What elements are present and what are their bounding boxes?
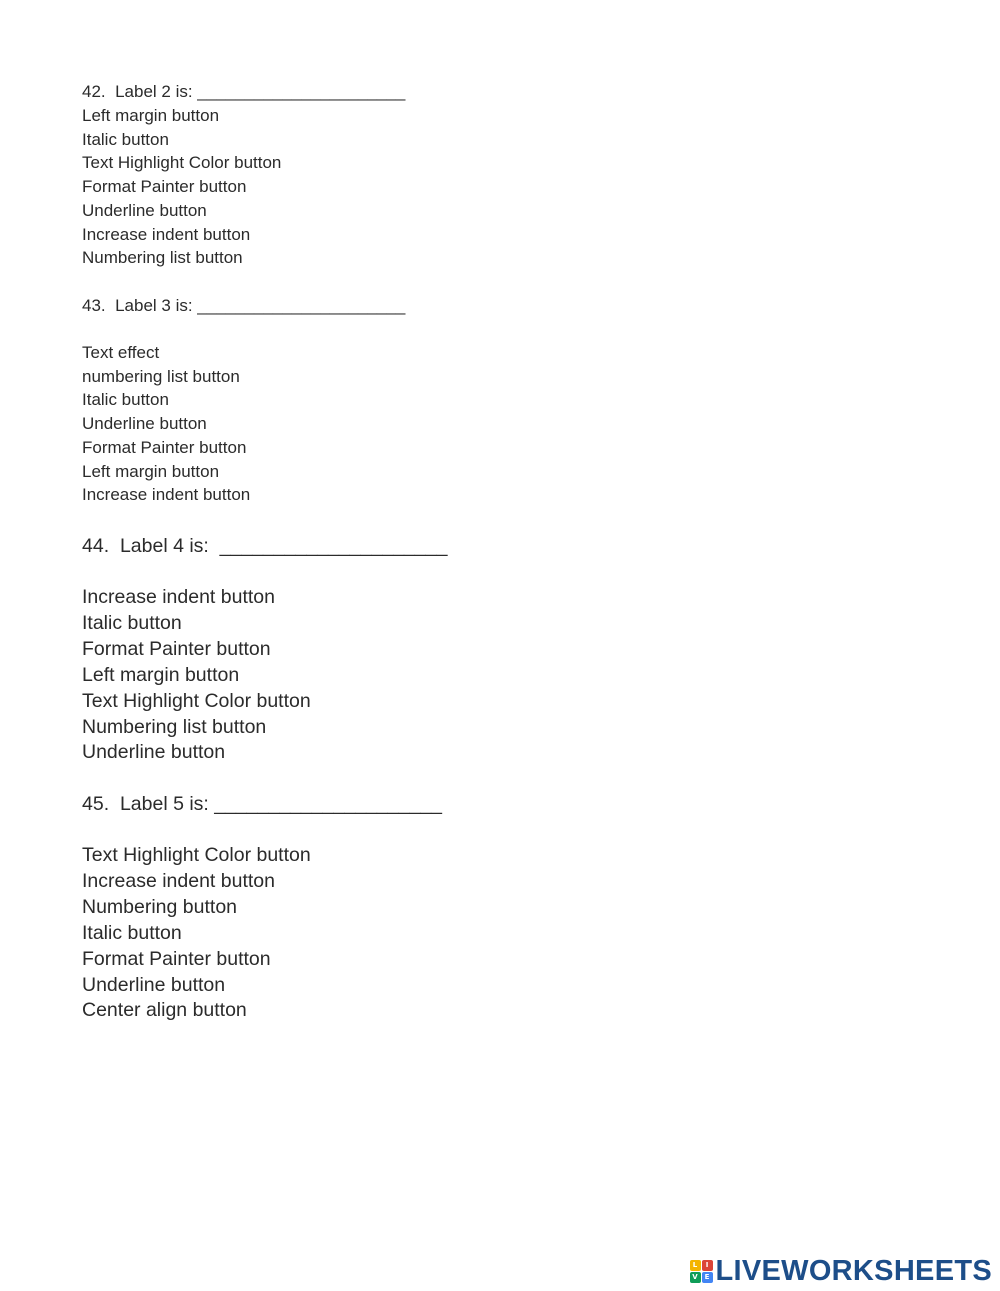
answer-option: Numbering button xyxy=(82,895,238,918)
answer-option: Format Painter button xyxy=(82,177,247,197)
answer-option: Italic button xyxy=(82,611,182,634)
liveworksheets-logo-icon xyxy=(690,1260,713,1283)
answer-option: Underline button xyxy=(82,741,226,764)
answer-option: numbering list button xyxy=(82,366,240,386)
answer-option: Text effect xyxy=(82,343,160,362)
answer-option: Text Highlight Color button xyxy=(82,689,311,712)
answer-option: Italic button xyxy=(82,921,182,944)
answer-option: Italic button xyxy=(82,390,169,410)
logo-tile-icon: L xyxy=(690,1260,701,1271)
answer-option: Numbering list button xyxy=(82,248,243,268)
answer-option: Text Highlight Color button xyxy=(82,153,282,173)
answer-option: Increase indent button xyxy=(82,586,275,608)
liveworksheets-logo xyxy=(690,1254,993,1288)
answer-option: Left margin button xyxy=(82,461,220,481)
answer-option: Format Painter button xyxy=(82,437,247,457)
answer-option: Format Painter button xyxy=(82,637,271,660)
answer-options xyxy=(82,104,405,270)
answer-option: Left margin button xyxy=(82,663,240,686)
answer-option: Increase indent button xyxy=(82,869,275,892)
answer-option: Underline button xyxy=(82,973,226,996)
answer-option: Text Highlight Color button xyxy=(82,844,311,866)
answer-option: Left margin button xyxy=(82,106,220,125)
logo-tile-icon: V xyxy=(690,1272,701,1283)
logo-text: LIVEWORKSHEETS xyxy=(715,1255,992,1287)
answer-option: Italic button xyxy=(82,129,169,149)
logo-tile-icon: I xyxy=(702,1260,713,1271)
question-heading: 43. Label 3 is: ______________________ xyxy=(82,296,406,315)
answer-options xyxy=(82,843,442,1024)
answer-option: Underline button xyxy=(82,414,207,434)
question-44 xyxy=(82,533,447,766)
answer-option: Numbering list button xyxy=(82,715,267,738)
answer-option: Underline button xyxy=(82,200,207,220)
answer-option: Center align button xyxy=(82,999,247,1022)
question-43 xyxy=(82,294,405,507)
answer-options xyxy=(82,341,405,507)
answer-option: Format Painter button xyxy=(82,947,271,970)
question-45 xyxy=(82,791,442,1024)
logo-tile-icon: E xyxy=(702,1272,713,1283)
question-heading: 44. Label 4 is: _____________________ xyxy=(82,535,448,557)
question-42 xyxy=(82,80,405,270)
question-heading: 42. Label 2 is: ______________________ xyxy=(82,82,406,101)
answer-option: Increase indent button xyxy=(82,485,251,505)
question-heading: 45. Label 5 is: _____________________ xyxy=(82,793,442,815)
answer-option: Increase indent button xyxy=(82,224,251,244)
answer-options xyxy=(82,585,447,766)
